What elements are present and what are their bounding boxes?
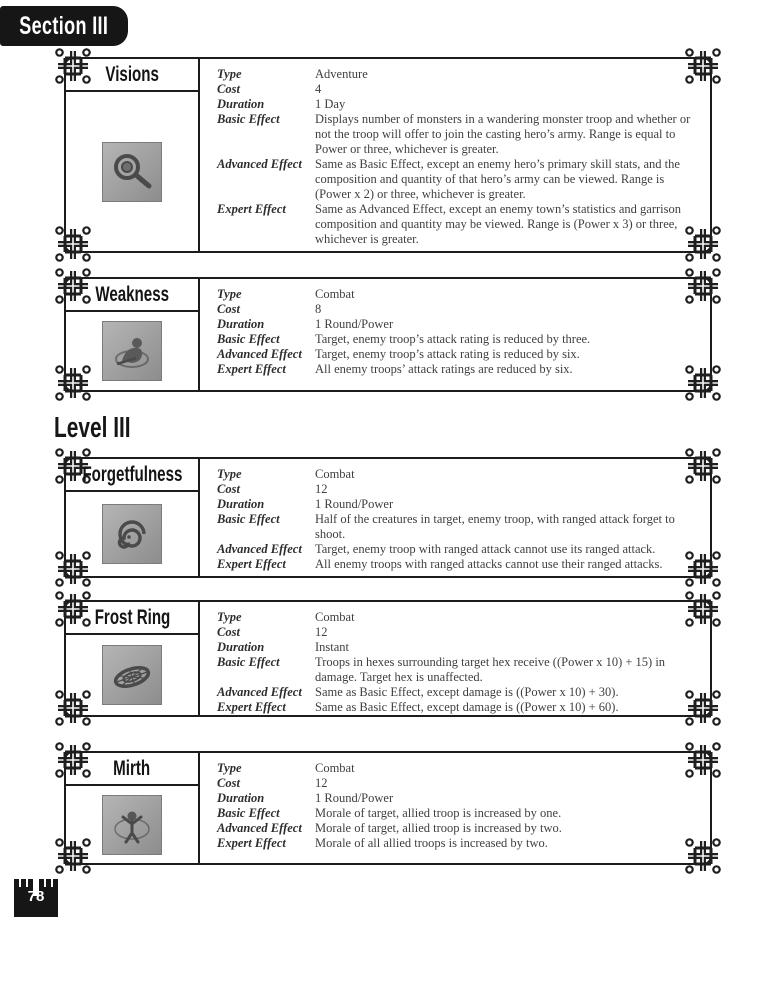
spell-title: Frost Ring: [66, 602, 198, 635]
field-label: Duration: [217, 791, 265, 805]
spell-field-row: [217, 112, 700, 157]
field-value: Morale of all allied troops is increased by two.: [315, 836, 548, 850]
weakness-spell-art: [104, 323, 160, 379]
field-value: Troops in hexes surrounding target hex receive ((Power x 10) + 15) in damage. Target hex is unaffected.: [315, 655, 666, 684]
field-value: 1 Round/Power: [315, 317, 394, 331]
field-label: Cost: [217, 625, 240, 639]
spell-field-row: [217, 821, 700, 836]
field-label: Type: [217, 610, 242, 624]
field-value: All enemy troops’ attack ratings are reduced by six.: [315, 362, 573, 376]
mirth-spell-icon: [102, 795, 162, 855]
spell-field-row: [217, 610, 700, 625]
field-value: Target, enemy troop’s attack rating is reduced by three.: [315, 332, 591, 346]
field-label: Advanced Effect: [217, 157, 302, 171]
field-label: Basic Effect: [217, 112, 280, 126]
field-label: Basic Effect: [217, 806, 280, 820]
section-banner-label: Section III: [19, 11, 109, 40]
field-label: Type: [217, 67, 242, 81]
spell-field-row: [217, 791, 700, 806]
spell-card-fields: [198, 602, 710, 715]
field-label: Cost: [217, 776, 240, 790]
field-label: Cost: [217, 302, 240, 316]
field-value: Same as Basic Effect, except an enemy hero’s primary skill stats, and the composition and quantity of that hero’s army can be viewed. Range is (Power x 2) or three, whichever is greater.: [315, 157, 680, 201]
field-value: Instant: [315, 640, 350, 654]
field-value: Same as Basic Effect, except damage is ((Power x 10) + 60).: [315, 700, 619, 714]
spell-card-left-column: [66, 279, 198, 390]
spell-card-fields: [198, 753, 710, 863]
spell-field-row: [217, 685, 700, 700]
field-value: 1 Round/Power: [315, 791, 394, 805]
field-value: All enemy troops with ranged attacks cannot use their ranged attacks.: [315, 557, 663, 571]
spell-field-row: [217, 655, 700, 685]
spell-field-row: [217, 806, 700, 821]
spell-card-weakness: [64, 277, 712, 392]
level-heading: Level III: [54, 412, 131, 444]
spell-card-frost-ring: [64, 600, 712, 717]
spell-title: Mirth: [66, 753, 198, 786]
spell-field-row: [217, 317, 700, 332]
spell-field-row: [217, 467, 700, 482]
spell-field-row: [217, 761, 700, 776]
field-label: Advanced Effect: [217, 821, 302, 835]
spell-field-row: [217, 362, 700, 377]
spell-field-row: [217, 557, 700, 572]
spell-card-left-column: [66, 753, 198, 863]
spell-field-row: [217, 512, 700, 542]
field-value: Adventure: [315, 67, 368, 81]
spell-title: Visions: [66, 59, 198, 92]
spell-card-mirth: [64, 751, 712, 865]
spell-card-visions: [64, 57, 712, 253]
field-label: Type: [217, 761, 242, 775]
page-number: 78: [27, 888, 45, 905]
spell-card-left-column: [66, 59, 198, 251]
spell-field-row: [217, 625, 700, 640]
spell-field-row: [217, 157, 700, 202]
frost-ring-spell-icon: [102, 645, 162, 705]
field-label: Expert Effect: [217, 836, 286, 850]
spell-field-row: [217, 82, 700, 97]
field-value: Morale of target, allied troop is increased by two.: [315, 821, 562, 835]
field-label: Expert Effect: [217, 557, 286, 571]
spell-field-row: [217, 640, 700, 655]
spell-field-row: [217, 302, 700, 317]
spell-field-row: [217, 776, 700, 791]
field-value: Displays number of monsters in a wandering monster troop and whether or not the troop will offer to join the casting hero’s army. Range is equal to Power or three, whichever is greater.: [315, 112, 691, 156]
field-value: Same as Advanced Effect, except an enemy town’s statistics and garrison composition and quantity may be viewed. Range is (Power x 3) or three, whichever is greater.: [315, 202, 681, 246]
field-value: Target, enemy troop with ranged attack cannot use its ranged attack.: [315, 542, 656, 556]
field-label: Advanced Effect: [217, 347, 302, 361]
spell-field-row: [217, 482, 700, 497]
spell-card-forgetfulness: [64, 457, 712, 578]
spell-field-row: [217, 542, 700, 557]
field-value: Combat: [315, 467, 355, 481]
spell-card-fields: [198, 459, 710, 576]
forgetfulness-spell-icon: [102, 504, 162, 564]
spell-field-row: [217, 347, 700, 362]
field-label: Cost: [217, 482, 240, 496]
spell-title: Weakness: [66, 279, 198, 312]
mirth-spell-art: [104, 797, 160, 853]
weakness-spell-icon: [102, 321, 162, 381]
field-label: Duration: [217, 97, 265, 111]
spell-field-row: [217, 97, 700, 112]
forgetfulness-spell-art: [104, 506, 160, 562]
field-value: Same as Basic Effect, except damage is ((Power x 10) + 30).: [315, 685, 619, 699]
spell-card-left-column: [66, 602, 198, 715]
spell-field-row: [217, 202, 700, 247]
field-label: Expert Effect: [217, 362, 286, 376]
section-banner: [0, 6, 128, 46]
field-label: Duration: [217, 640, 265, 654]
field-value: Combat: [315, 287, 355, 301]
field-label: Type: [217, 467, 242, 481]
field-value: 12: [315, 482, 328, 496]
field-value: 12: [315, 625, 328, 639]
visions-spell-art: [104, 144, 160, 200]
field-label: Basic Effect: [217, 332, 280, 346]
spell-title: Forgetfulness: [66, 459, 198, 492]
field-value: Morale of target, allied troop is increased by one.: [315, 806, 562, 820]
field-value: 1 Day: [315, 97, 346, 111]
field-value: Target, enemy troop’s attack rating is reduced by six.: [315, 347, 580, 361]
spell-field-row: [217, 836, 700, 851]
field-label: Cost: [217, 82, 240, 96]
spell-card-left-column: [66, 459, 198, 576]
field-label: Basic Effect: [217, 512, 280, 526]
spell-card-fields: [198, 59, 710, 251]
frost-ring-spell-art: [104, 647, 160, 703]
field-label: Duration: [217, 317, 265, 331]
field-value: 4: [315, 82, 322, 96]
field-label: Expert Effect: [217, 700, 286, 714]
field-label: Duration: [217, 497, 265, 511]
field-value: 8: [315, 302, 322, 316]
field-value: Combat: [315, 761, 355, 775]
field-value: Half of the creatures in target, enemy troop, with ranged attack forget to shoot.: [315, 512, 675, 541]
field-value: 12: [315, 776, 328, 790]
spell-card-fields: [198, 279, 710, 390]
field-value: 1 Round/Power: [315, 497, 394, 511]
field-label: Type: [217, 287, 242, 301]
field-label: Expert Effect: [217, 202, 286, 216]
field-label: Basic Effect: [217, 655, 280, 669]
field-value: Combat: [315, 610, 355, 624]
page-number-castle: [12, 874, 60, 924]
field-label: Advanced Effect: [217, 542, 302, 556]
spell-field-row: [217, 332, 700, 347]
spell-field-row: [217, 67, 700, 82]
spell-field-row: [217, 497, 700, 512]
spell-field-row: [217, 700, 700, 715]
field-label: Advanced Effect: [217, 685, 302, 699]
spell-field-row: [217, 287, 700, 302]
visions-spell-icon: [102, 142, 162, 202]
